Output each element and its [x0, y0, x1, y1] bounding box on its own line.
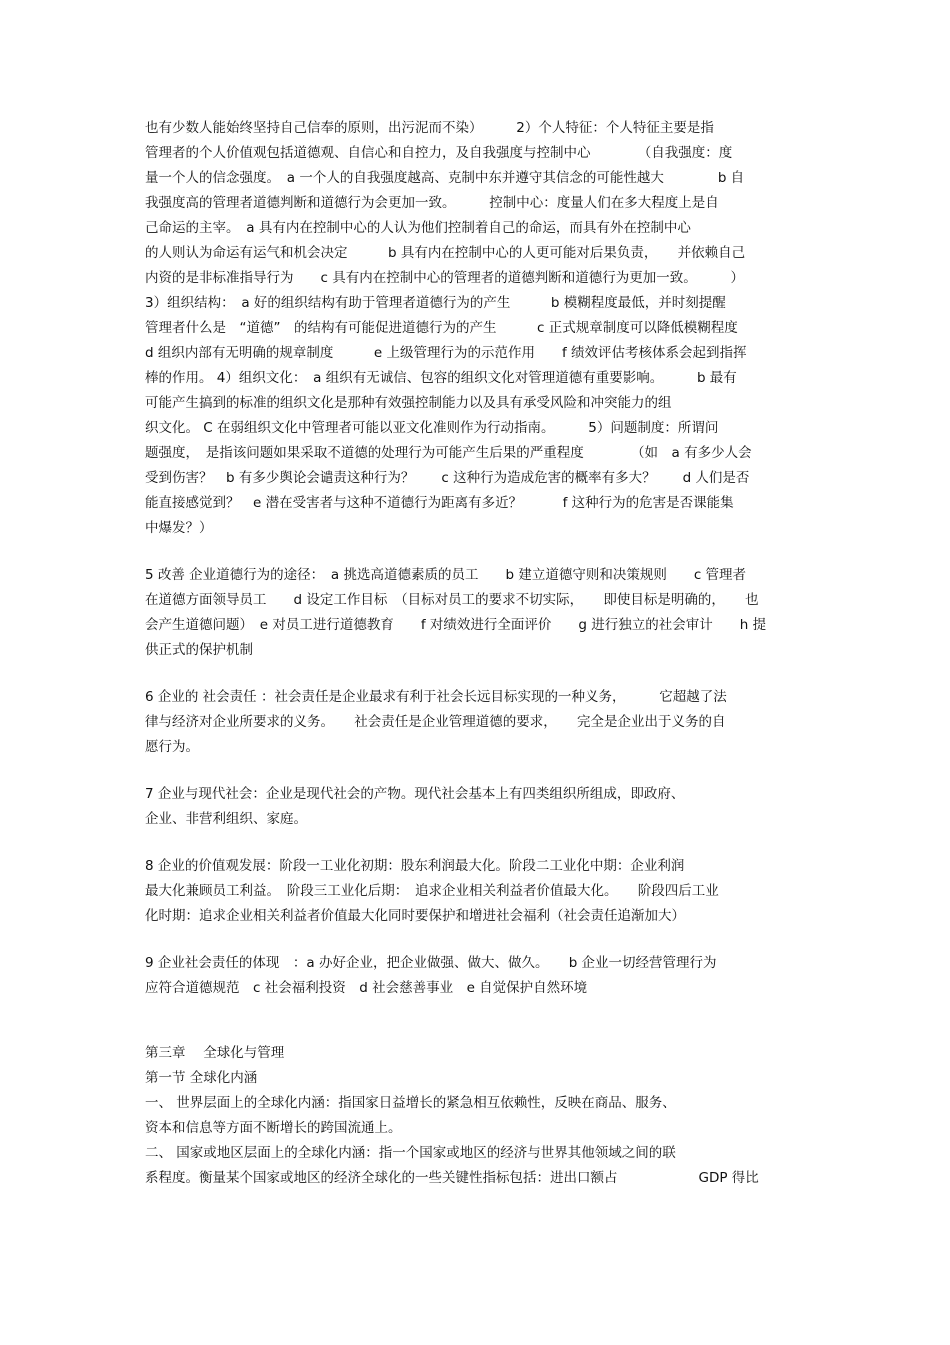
text-line: d 组织内部有无明确的规章制度 e 上级管理行为的示范作用 f 绩效评估考核体系会起到指挥	[145, 345, 747, 361]
text-line: 己命运的主宰。 a 具有内在控制中心的人认为他们控制着自己的命运，而具有外在控制中心	[145, 220, 691, 236]
text-line: 的人则认为命运有运气和机会决定 b 具有内在控制中心的人更可能对后果负责， 并依赖自己	[145, 245, 746, 261]
text-line: 资本和信息等方面不断增长的跨国流通上。	[145, 1120, 402, 1136]
text-line: 5 改善 企业道德行为的途径： a 挑选高道德素质的员工 b 建立道德守则和决策规则 c 管理者	[145, 567, 747, 583]
text-line: 二、 国家或地区层面上的全球化内涵：指一个国家或地区的经济与世界其他领域之间的联	[145, 1145, 676, 1161]
text-line: 7 企业与现代社会：企业是现代社会的产物。现代社会基本上有四类组织所组成，即政府、	[145, 786, 685, 802]
paragraph-modern-society	[145, 782, 815, 832]
text-line: 愿行为。	[145, 739, 199, 755]
text-line: 也有少数人能始终坚持自己信奉的原则，出污泥而不染） 2）个人特征：个人特征主要是指	[145, 120, 714, 136]
section-title: 第一节 全球化内涵	[145, 1070, 258, 1086]
text-line: 律与经济对企业所要求的义务。 社会责任是企业管理道德的要求， 完全是企业出于义务的自	[145, 714, 726, 730]
text-line: 一、 世界层面上的全球化内涵：指国家日益增长的紧急相互依赖性，反映在商品、服务、	[145, 1095, 676, 1111]
text-line: 量一个人的信念强度。 a 一个人的自我强度越高、克制中东并遵守其信念的可能性越大 b 自	[145, 170, 745, 186]
text-line: 受到伤害？ b 有多少舆论会谴责这种行为？ c 这种行为造成危害的概率有多大？ d 人们是否	[145, 470, 750, 486]
document-body	[145, 116, 815, 1191]
text-line: 3）组织结构： a 好的组织结构有助于管理者道德行为的产生 b 模糊程度最低，并时刻提醒	[145, 295, 726, 311]
text-line: 管理者什么是 “道德” 的结构有可能促进道德行为的产生 c 正式规章制度可以降低模糊程度	[145, 320, 738, 336]
paragraph-csr-manifestation	[145, 951, 815, 1001]
text-line: 管理者的个人价值观包括道德观、自信心和自控力，及自我强度与控制中心 （自我强度：度	[145, 145, 733, 161]
paragraph-social-responsibility	[145, 685, 815, 760]
text-line: 可能产生搞到的标准的组织文化是那种有效强控制能力以及具有承受风险和冲突能力的组	[145, 395, 672, 411]
text-line: 化时期：追求企业相关利益者价值最大化同时要保护和增进社会福利（社会责任追渐加大）	[145, 908, 685, 924]
text-line: 中爆发？）	[145, 520, 213, 536]
text-line: 8 企业的价值观发展：阶段一工业化初期：股东利润最大化。阶段二工业化中期：企业利润	[145, 858, 685, 874]
text-line: 9 企业社会责任的体现 ：a 办好企业，把企业做强、做大、做久。 b 企业一切经营管理行为	[145, 955, 717, 971]
text-line: 企业、非营利组织、家庭。	[145, 811, 307, 827]
text-line: 能直接感觉到？ e 潜在受害者与这种不道德行为距离有多近？ f 这种行为的危害是否课能集	[145, 495, 734, 511]
text-line: 我强度高的管理者道德判断和道德行为会更加一致。 控制中心：度量人们在多大程度上是自	[145, 195, 719, 211]
paragraph-country-globalization	[145, 1141, 815, 1191]
paragraph-improve-ethics	[145, 563, 815, 663]
text-line: 系程度。衡量某个国家或地区的经济全球化的一些关键性指标包括：进出口额占 GDP 得比	[145, 1170, 759, 1186]
paragraph-world-globalization	[145, 1091, 815, 1141]
text-line: 6 企业的 社会责任 ：社会责任是企业最求有利于社会长远目标实现的一种义务， 它超越了法	[145, 689, 727, 705]
text-line: 题强度， 是指该问题如果采取不道德的处理行为可能产生后果的严重程度 （如 a 有多少人会	[145, 445, 752, 461]
text-line: 供正式的保护机制	[145, 642, 253, 658]
text-line: 在道德方面领导员工 d 设定工作目标 （目标对员工的要求不切实际， 即使目标是明确的， 也	[145, 592, 759, 608]
paragraph-ethics-factors	[145, 116, 815, 541]
paragraph-values-development	[145, 854, 815, 929]
text-line: 棒的作用。 4）组织文化： a 组织有无诚信、包容的组织文化对管理道德有重要影响。 b 最有	[145, 370, 737, 386]
text-line: 会产生道德问题） e 对员工进行道德教育 f 对绩效进行全面评价 g 进行独立的社会审计 h 提	[145, 617, 767, 633]
text-line: 内资的是非标准指导行为 c 具有内在控制中心的管理者的道德判断和道德行为更加一致。 ）	[145, 270, 744, 286]
text-line: 织文化。 C 在弱组织文化中管理者可能以亚文化准则作为行动指南。 5）问题制度：所谓问	[145, 420, 719, 436]
text-line: 应符合道德规范 c 社会福利投资 d 社会慈善事业 e 自觉保护自然环境	[145, 980, 588, 996]
chapter-title: 第三章 全球化与管理	[145, 1045, 285, 1061]
text-line: 最大化兼顾员工利益。 阶段三工业化后期： 追求企业相关利益者价值最大化。 阶段四后工业	[145, 883, 719, 899]
